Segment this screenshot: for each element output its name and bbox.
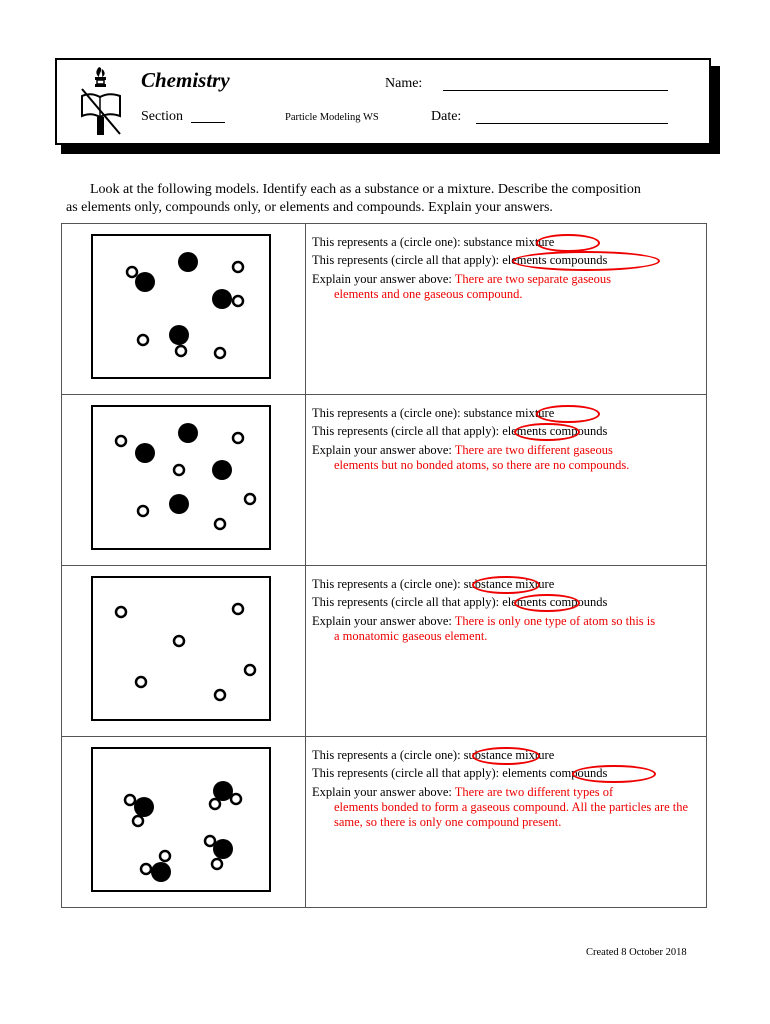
- answer-text-start: There are two separate gaseous: [454, 272, 611, 286]
- answer-cell: [306, 395, 707, 566]
- answer-text: elements bonded to form a gaseous compound. All the particles are the same, so there is only one compound present.: [334, 800, 689, 829]
- model-cell: [62, 395, 306, 566]
- answer-cell: [306, 566, 707, 737]
- particle-diagram-2: [93, 407, 273, 552]
- circle-mark-compounds: [572, 765, 656, 783]
- question-elements-compounds: This represents (circle all that apply): elements compounds: [312, 595, 608, 609]
- torch-book-logo-icon: [80, 64, 122, 139]
- model-cell: [62, 737, 306, 908]
- answer-text: elements but no bonded atoms, so there are no compounds.: [334, 458, 630, 472]
- question-substance-mixture: This represents a (circle one): substance mixture: [312, 235, 555, 249]
- circle-mark-substance: [472, 747, 540, 765]
- section-field: [141, 109, 225, 125]
- model-cell: [62, 566, 306, 737]
- question-explain: Explain your answer above: There is only one type of atom so this is: [312, 614, 656, 628]
- question-elements-compounds: This represents (circle all that apply): elements compounds: [312, 253, 608, 267]
- particle-diagram-3: [93, 578, 273, 723]
- table-row: [62, 224, 707, 395]
- name-label: Name:: [385, 76, 423, 91]
- circle-mark-mixture: [536, 234, 600, 252]
- instructions-line-2: as elements only, compounds only, or elements and compounds. Explain your answers.: [66, 200, 553, 215]
- particle-model-3: [91, 576, 271, 721]
- circle-mark-elements: [514, 423, 580, 441]
- circle-mark-substance: [472, 576, 540, 594]
- table-row: [62, 737, 707, 908]
- answer-text: a monatomic gaseous element.: [334, 629, 488, 643]
- question-elements-compounds: This represents (circle all that apply): elements compounds: [312, 424, 608, 438]
- answer-cell: [306, 737, 707, 908]
- question-elements-compounds: This represents (circle all that apply): elements compounds: [312, 766, 608, 780]
- circle-mark-elements: [514, 594, 580, 612]
- question-explain: Explain your answer above: There are two different gaseous: [312, 443, 613, 457]
- instructions-line-1: Look at the following models. Identify each as a substance or a mixture. Describe the composition: [90, 182, 641, 197]
- footer-created-date: Created 8 October 2018: [586, 947, 687, 958]
- question-substance-mixture: This represents a (circle one): substance mixture: [312, 748, 555, 762]
- particle-diagram-1: [93, 236, 273, 381]
- page-title: Chemistry: [141, 68, 230, 92]
- particle-diagram-4: [93, 749, 273, 894]
- circle-mark-elements-compounds: [512, 251, 660, 271]
- answer-text: elements and one gaseous compound.: [334, 287, 523, 301]
- table-row: [62, 566, 707, 737]
- date-label: Date:: [431, 109, 462, 124]
- instructions: [66, 181, 716, 217]
- section-blank[interactable]: [191, 122, 225, 123]
- question-explain: Explain your answer above: There are two separate gaseous: [312, 272, 611, 286]
- table-row: [62, 395, 707, 566]
- worksheet-name: Particle Modeling WS: [285, 112, 379, 123]
- particle-model-2: [91, 405, 271, 550]
- answer-text-start: There are two different types of: [454, 785, 614, 799]
- circle-mark-mixture: [536, 405, 600, 423]
- question-substance-mixture: This represents a (circle one): substance mixture: [312, 406, 555, 420]
- name-blank[interactable]: [443, 90, 668, 91]
- question-explain: Explain your answer above: There are two different types of: [312, 785, 614, 799]
- models-table: [61, 223, 707, 908]
- question-substance-mixture: This represents a (circle one): substance mixture: [312, 577, 555, 591]
- model-cell: [62, 224, 306, 395]
- particle-model-4: [91, 747, 271, 892]
- date-blank[interactable]: [476, 123, 668, 124]
- answer-text-start: There is only one type of atom so this is: [454, 614, 656, 628]
- answer-cell: [306, 224, 707, 395]
- particle-model-1: [91, 234, 271, 379]
- answer-text-start: There are two different gaseous: [454, 443, 613, 457]
- section-label: Section: [141, 109, 183, 124]
